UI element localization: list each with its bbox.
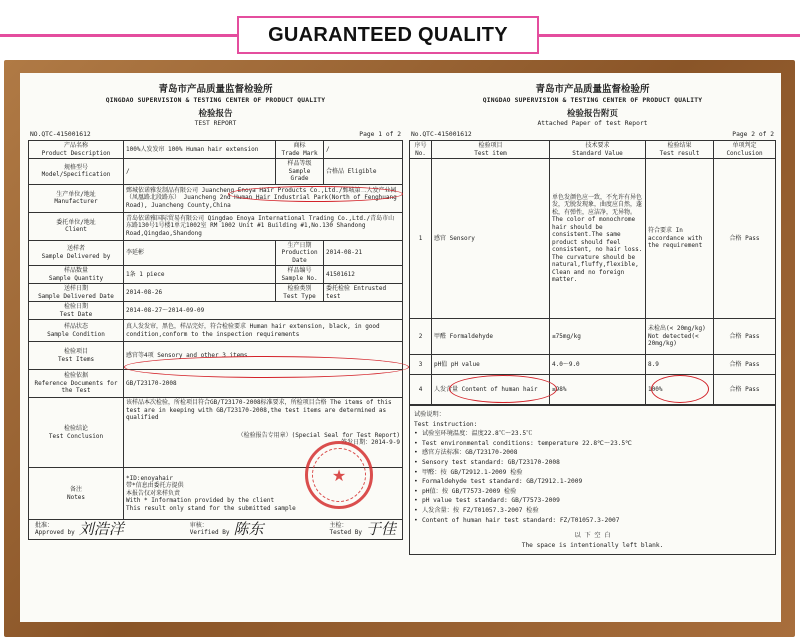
- list-item: • pH值：按 GB/T7573-2009 检验: [414, 487, 771, 497]
- list-item: • 甲醛：按 GB/T2912.1-2009 检验: [414, 468, 771, 478]
- table-row: 1 感官 Sensory 单色发颜色应一致，不允许有异色发，无脱发现象，曲度应自然，蓬松，有弹性，应洁净，无异物。The color of monochrome hair should be consistent.The same product should feel consistent, no hair loss. The curvature should be natural,fluffy,flexible, Clean and no foreign matter. 符合要求 In accordance with the requirement 合格 Pass: [410, 159, 776, 319]
- table-row: 产品名称 Product Description 100%人发发帘 100% Human hair extension 商标 Trade Mark /: [29, 141, 403, 159]
- attached-title-en: Attached Paper of test Report: [537, 120, 648, 127]
- table-row: 检验结论 Test Conclusion 该样品本次检验，所检项目符合GB/T23170-2008标准要求，所检项目合格 The items of this test are in keeping with GB/T23170-2008,the test items are determined as qualified （检验报告专用章）(Special Seal for Test Report) 签发日期：2014-9-9: [29, 398, 403, 468]
- approved-by: 批准： Approved by 刘浩洋: [35, 520, 124, 538]
- test-type-value: 委托检验 Entrusted test: [324, 284, 403, 302]
- official-seal-stamp: ★: [305, 441, 373, 509]
- notes-value: *ID:enoyahair 带*信息由委托方提供 本报告仅对来样负责 With * Information provided by the client This result only stand for the submitted sample: [124, 468, 403, 520]
- test-instructions: [409, 405, 776, 555]
- column-header: 检验项目 Test item: [432, 141, 550, 159]
- quantity-value: 1条 1 piece: [124, 266, 276, 284]
- client-value: 青岛依诺雅国际贸易有限公司 Qingdao Enoya International Trading Co.,Ltd./青岛市山东路130号1号楼1单元1002室 RM 1002 Unit #1 Building #1,No.130 Shandong Road,Qingdao,Shandong: [124, 212, 403, 240]
- report-number: NO.QTC-415001612: [30, 131, 91, 138]
- report-number: No.QTC-415001612: [411, 131, 472, 138]
- column-header: 单项判定 Conclusion: [714, 141, 776, 159]
- trade-mark-value: /: [324, 141, 403, 159]
- blank-notice-cn: 以 下 空 白: [574, 532, 611, 540]
- column-header: 技术要求 Standard Value: [550, 141, 646, 159]
- verifier-signature: 陈东: [233, 520, 264, 538]
- issue-date: 签发日期：2014-9-9: [341, 439, 400, 446]
- institute-name-en: QINGDAO SUPERVISION & TESTING CENTER OF PRODUCT QUALITY: [482, 97, 703, 104]
- institute-name-en: QINGDAO SUPERVISION & TESTING CENTER OF PRODUCT QUALITY: [105, 97, 326, 104]
- report-title-en: TEST REPORT: [194, 120, 237, 127]
- banner-title: GUARANTEED QUALITY: [237, 16, 539, 54]
- table-row: 送样者 Sample Delivered by 李延彬 生产日期 Production Date 2014-08-21: [29, 240, 403, 266]
- verified-by: 审核： Verified By 陈东: [189, 520, 264, 538]
- institute-name-cn: 青岛市产品质量监督检验所: [158, 84, 273, 95]
- report-title-cn: 检验报告: [198, 109, 233, 119]
- test-report-page-2: [409, 73, 776, 622]
- delivered-by-value: 李延彬: [124, 240, 276, 266]
- report-meta: [409, 131, 776, 138]
- table-row: 备注 Notes *ID:enoyahair 带*信息由委托方提供 本报告仅对来样负责 With * Information provided by the client This result only stand for the submitted sample: [29, 468, 403, 520]
- conclusion-value: 该样品本次检验，所检项目符合GB/T23170-2008标准要求，所检项目合格 The items of this test are in keeping with GB/T23170-2008,the test items are determined as qualified: [126, 399, 392, 421]
- list-item: • 人发含量：按 FZ/T01057.3-2007 检验: [414, 506, 771, 516]
- instruction-list: [414, 429, 771, 525]
- product-name-value: 100%人发发帘 100% Human hair extension: [124, 141, 276, 159]
- report-meta: [28, 131, 403, 138]
- table-row: 4 人发含量 Content of human hair ≥98% 100% 合格 Pass: [410, 375, 776, 405]
- table-row: 检验依据 Reference Documents for the Test GB/T23170-2008: [29, 370, 403, 398]
- results-table: [409, 140, 776, 405]
- tester-signature: 于佳: [365, 520, 396, 538]
- table-row: 3 pH值 pH value 4.0～9.0 8.9 合格 Pass: [410, 355, 776, 375]
- approver-signature: 刘浩洋: [78, 520, 124, 538]
- blank-notice-en: The space is intentionally left blank.: [521, 541, 664, 549]
- certificate-paper: [20, 73, 781, 622]
- institute-name-cn: 青岛市产品质量监督检验所: [535, 84, 650, 95]
- model-value: /: [124, 159, 276, 185]
- attached-title-cn: 检验报告附页: [566, 109, 618, 119]
- list-item: • Content of human hair test standard: FZ/T01057.3-2007: [414, 516, 771, 526]
- sample-no-value: 41501612: [324, 266, 403, 284]
- delivered-date-value: 2014-08-26: [124, 284, 276, 302]
- production-date-value: 2014-08-21: [324, 240, 403, 266]
- instruction-title-cn: 试验说明：: [414, 411, 445, 418]
- table-row: 2 甲醛 Formaldehyde ≤75mg/kg 未检出(< 20mg/kg) Not detected(< 20mg/kg) 合格 Pass: [410, 319, 776, 355]
- test-date-value: 2014-08-27～2014-09-09: [124, 302, 403, 320]
- table-row: 检验日期 Test Date 2014-08-27～2014-09-09: [29, 302, 403, 320]
- table-row: 送样日期 Sample Delivered Date 2014-08-26 检验类别 Test Type 委托检验 Entrusted test: [29, 284, 403, 302]
- signature-row: [29, 520, 403, 540]
- page-indicator: Page 2 of 2: [732, 131, 774, 138]
- tested-by: 主检： Tested By 于佳: [329, 520, 396, 538]
- test-items-value: 感官等4项 Sensory and other 3 items: [124, 342, 403, 370]
- sample-grade-value: 合格品 Eligible: [324, 159, 403, 185]
- instruction-title-en: Test instruction:: [414, 420, 478, 428]
- column-header: 序号 No.: [410, 141, 432, 159]
- list-item: • 试验室环境温度：温度22.8℃～23.5℃: [414, 429, 771, 439]
- sample-condition-value: 真人发发帘，黑色，样品完好，符合检验要求 Human hair extension, black, in good condition,conform to the inspection requirements: [124, 320, 403, 342]
- table-row: 委托单位/地址 Client 青岛依诺雅国际贸易有限公司 Qingdao Enoya International Trading Co.,Ltd./青岛市山东路130号1号楼1单元1002室 RM 1002 Unit #1 Building #1,No.130 Shandong Road,Qingdao,Shandong: [29, 212, 403, 240]
- list-item: • pH value test standard: GB/T7573-2009: [414, 496, 771, 506]
- test-report-page-1: [28, 73, 403, 622]
- list-item: • Sensory test standard: GB/T23170-2008: [414, 458, 771, 468]
- list-item: • Test environmental conditions: temperature 22.8℃～23.5℃: [414, 439, 771, 449]
- table-row: 样品数量 Sample Quantity 1条 1 piece 样品编号 Sample No. 41501612: [29, 266, 403, 284]
- manufacturer-value: 鄄城依诺雅发制品有限公司 Juancheng Enoya Hair Products Co.,Ltd./鄄城第二人发产业园（凤凰路北段路东） Juancheng 2nd Human Hair Industrial Park(North of Fenghuang Road), Juancheng County,China: [124, 184, 403, 212]
- table-row: 规格型号 Model/Specification / 样品等级 Sample Grade 合格品 Eligible: [29, 159, 403, 185]
- list-item: • 感官方法标准：GB/T23170-2008: [414, 448, 771, 458]
- table-row: 生产单位/地址 Manufacturer 鄄城依诺雅发制品有限公司 Juancheng Enoya Hair Products Co.,Ltd./鄄城第二人发产业园（凤凰路北段路东） Juancheng 2nd Human Hair Industrial Park(North of Fenghuang Road), Juancheng County,China: [29, 184, 403, 212]
- stamp-note: （检验报告专用章）(Special Seal for Test Report): [237, 431, 400, 439]
- table-row: 样品状态 Sample Condition 真人发发帘，黑色，样品完好，符合检验要求 Human hair extension, black, in good condition,conform to the inspection requirements: [29, 320, 403, 342]
- table-header-row: [410, 141, 776, 159]
- page-indicator: Page 1 of 2: [359, 131, 401, 138]
- list-item: • Formaldehyde test standard: GB/T2912.1-2009: [414, 477, 771, 487]
- table-row: 检验项目 Test Items 感官等4项 Sensory and other 3 items: [29, 342, 403, 370]
- reference-value: GB/T23170-2008: [124, 370, 403, 398]
- column-header: 检验结果 Test result: [646, 141, 714, 159]
